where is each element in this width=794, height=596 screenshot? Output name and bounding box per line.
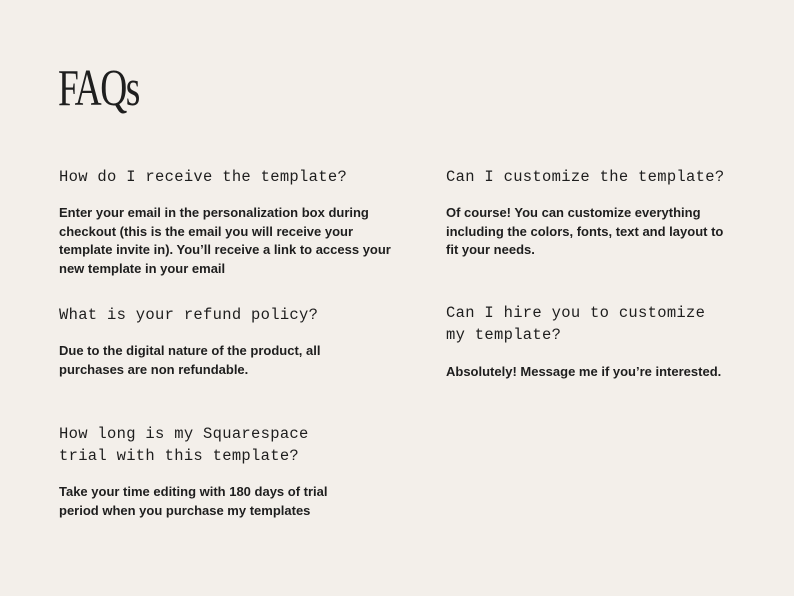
faq-answer: Absolutely! Message me if you’re interested. — [446, 364, 722, 379]
faq-answer: Enter your email in the personalization box during checkout (this is the email you will receive your template invite in). You’ll receive a link to access your new template in your email — [59, 205, 391, 276]
faq-answer: Of course! You can customize everything including the colors, fonts, text and layout to fit your needs. — [446, 205, 724, 257]
faq-question: Can I customize the template? — [446, 168, 725, 186]
faq-answer: Due to the digital nature of the product, all purchases are non refundable. — [59, 343, 321, 377]
faq-item-squarespace-trial — [59, 423, 349, 520]
faq-item-refund-policy — [59, 304, 349, 379]
faq-question: What is your refund policy? — [59, 306, 319, 324]
page-title: FAQs — [58, 60, 139, 117]
faq-question: How do I receive the template? — [59, 168, 348, 186]
faq-question: Can I hire you to customize my template? — [446, 304, 706, 344]
faq-item-receive-template — [59, 166, 404, 278]
faq-question: How long is my Squarespace trial with this template? — [59, 425, 309, 465]
faq-item-customize-template — [446, 166, 736, 260]
faq-item-hire-customize — [446, 302, 746, 382]
faq-answer: Take your time editing with 180 days of trial period when you purchase my templates — [59, 484, 328, 518]
